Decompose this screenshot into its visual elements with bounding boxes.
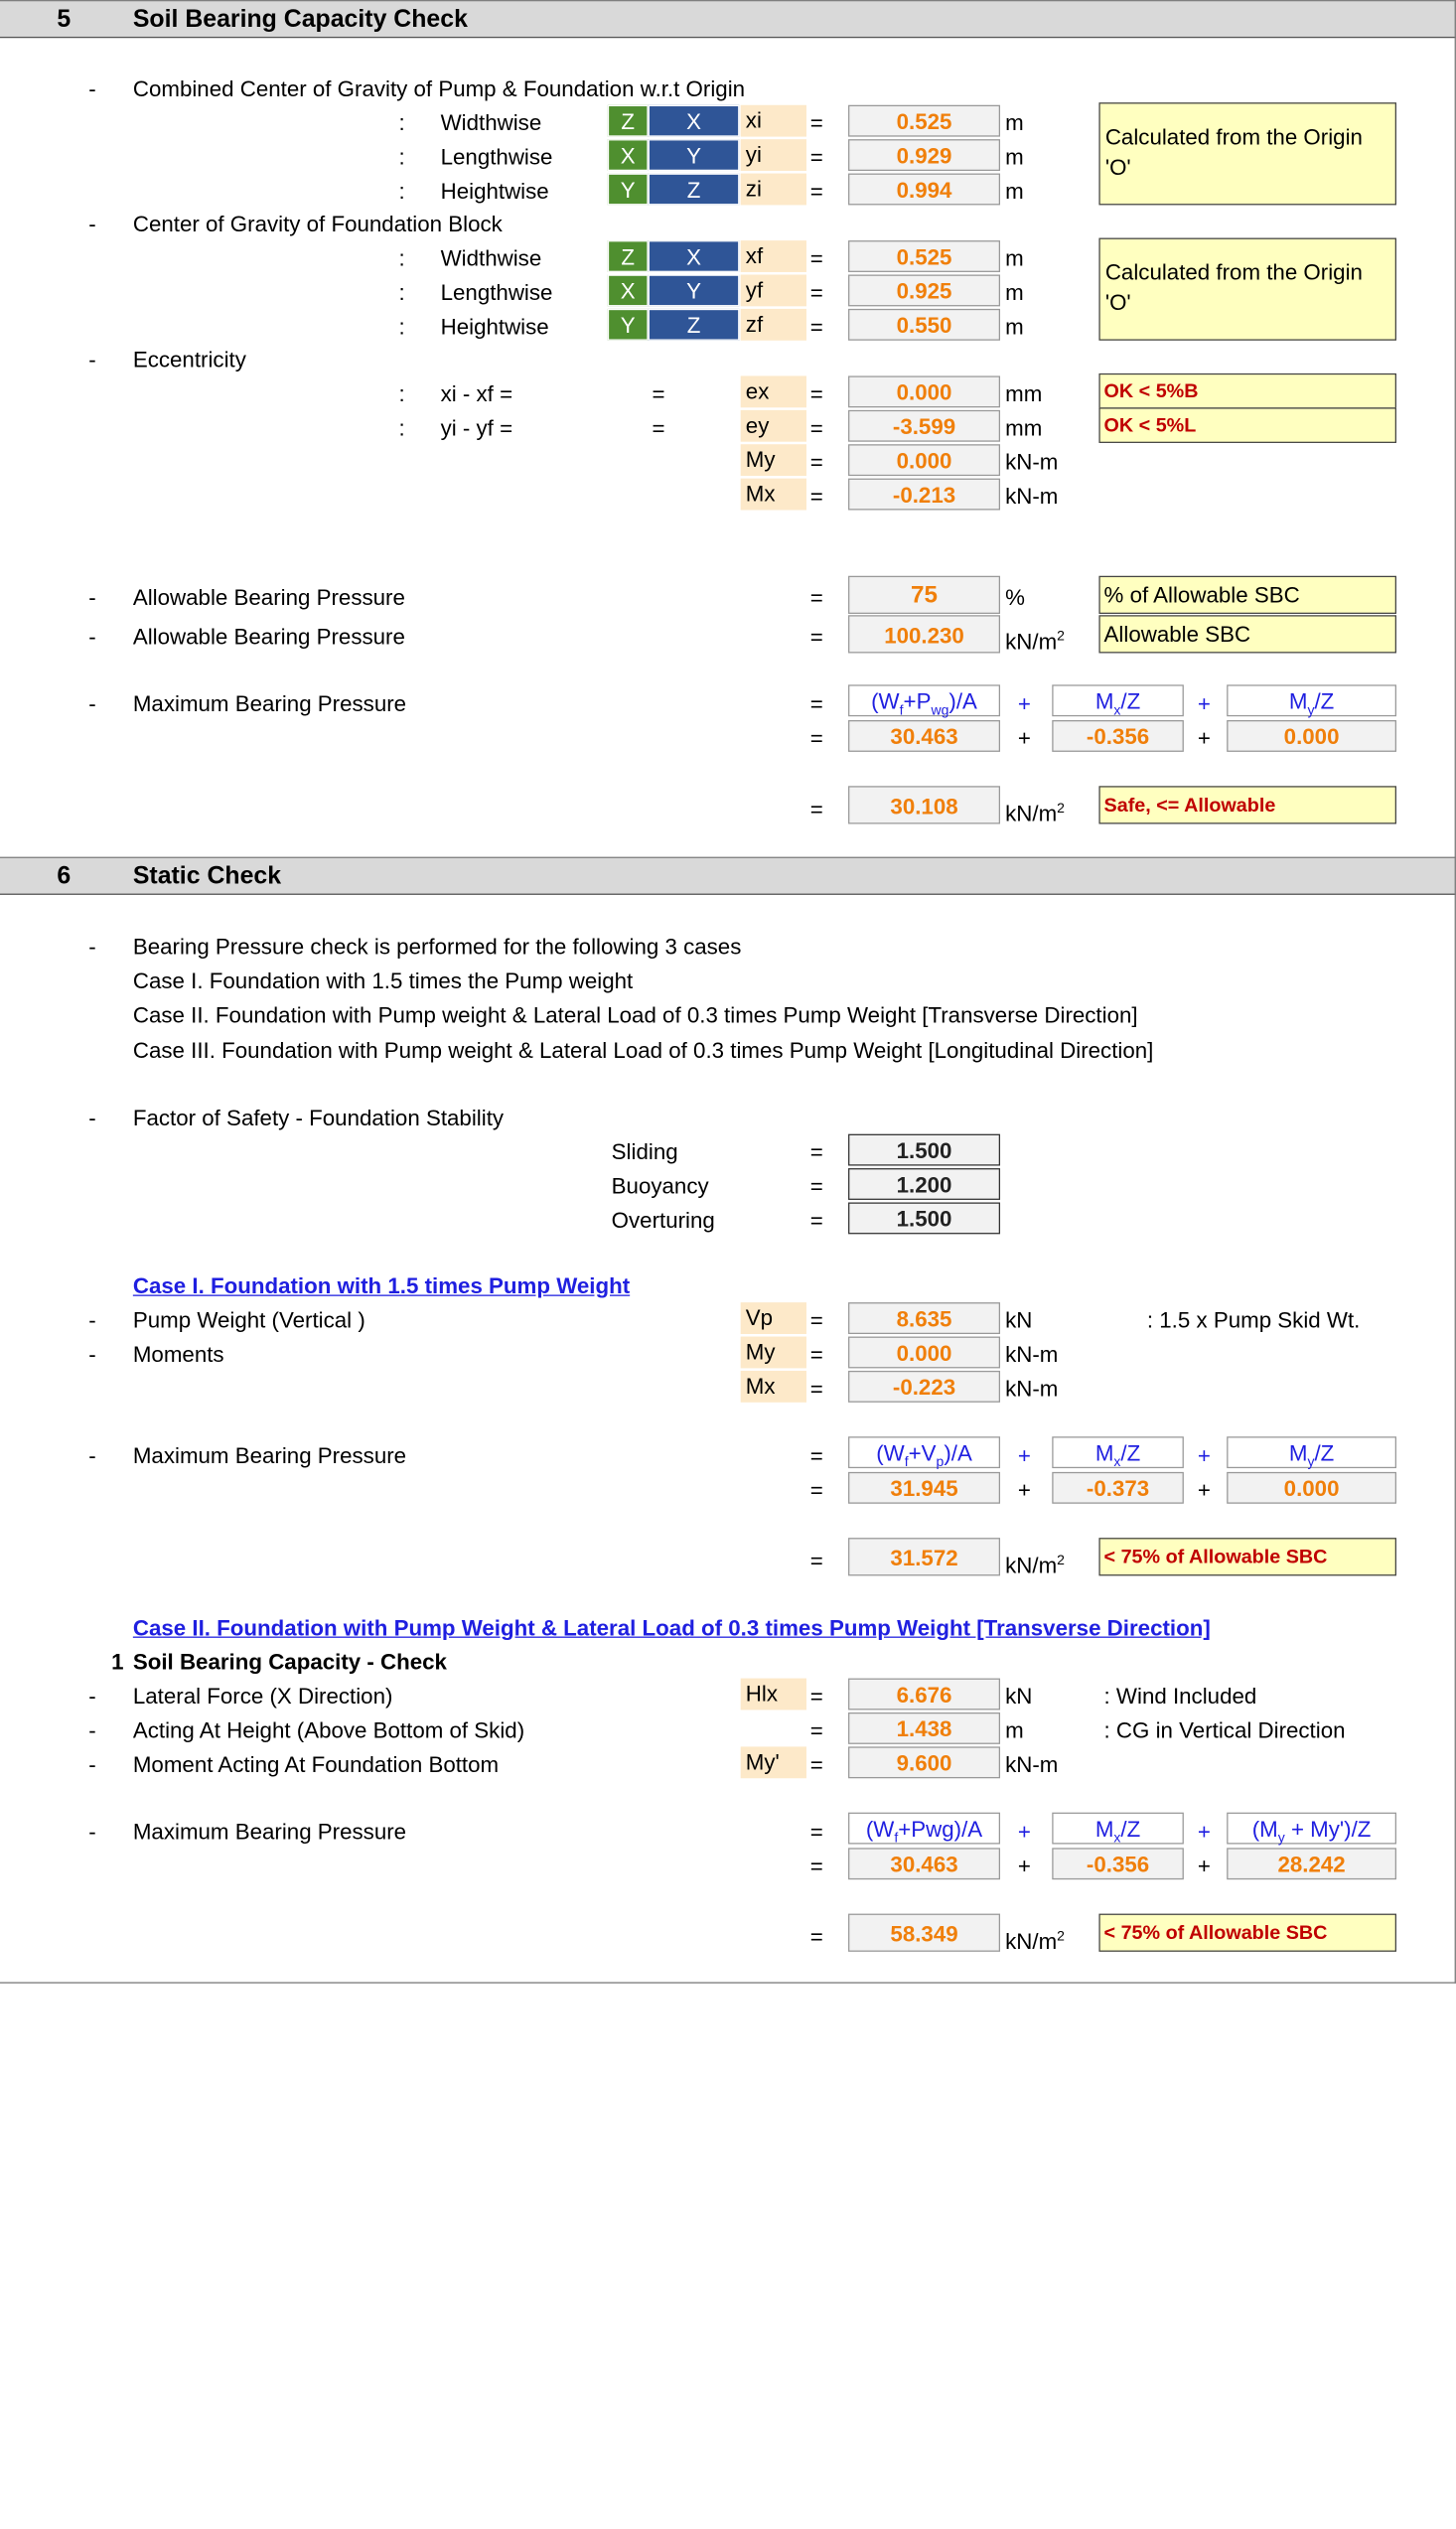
ex-status: OK < 5%B [1098, 373, 1396, 409]
equals: = [809, 1853, 823, 1878]
unit: kN-m [1005, 1341, 1059, 1368]
cgf-label: Widthwise [440, 245, 542, 271]
var-label: My [741, 444, 806, 476]
f-part: /Z [1120, 688, 1141, 714]
axis-blue: X [649, 240, 740, 272]
var-label: Vp [741, 1302, 806, 1334]
var-label: xf [741, 240, 806, 272]
f-sub: f [899, 702, 904, 719]
mbp-label: Maximum Bearing Pressure [132, 690, 407, 717]
value-cell: 0.525 [848, 240, 1000, 272]
equals: = [809, 1173, 823, 1199]
unit: mm [1005, 414, 1043, 441]
case1-title: Case I. Foundation with 1.5 times Pump Weight [132, 1272, 631, 1299]
cgf-label: Heightwise [440, 314, 549, 340]
axis-green: Z [608, 240, 649, 272]
unit: kN [1005, 1683, 1033, 1710]
f-part: )/A [944, 1440, 972, 1466]
f-part: + My')/Z [1284, 1816, 1372, 1842]
plus: + [1017, 690, 1031, 717]
f-sub: f [894, 1831, 899, 1847]
var-label: ey [741, 410, 806, 442]
f-sub: y [1277, 1831, 1285, 1847]
value-cell: 0.550 [848, 309, 1000, 341]
equals: = [809, 380, 823, 407]
axis-blue: Z [649, 174, 740, 206]
moments-label: Moments [132, 1341, 224, 1368]
unit [1005, 796, 1065, 825]
mbp-v3: 28.242 [1227, 1848, 1396, 1879]
abp-label: Allowable Bearing Pressure [132, 624, 405, 650]
axis-green: X [608, 275, 649, 307]
cg-label: Lengthwise [440, 144, 553, 170]
bullet: - [88, 75, 96, 101]
f-part: (W [876, 1440, 905, 1466]
formula-3 [1227, 1436, 1396, 1468]
intro-line-1: Bearing Pressure check is performed for the following 3 cases [132, 934, 742, 960]
section-number: 5 [57, 5, 72, 34]
my-value: 0.000 [848, 1337, 1000, 1369]
fos-value: 1.500 [848, 1202, 1000, 1234]
cg-title: Combined Center of Gravity of Pump & Foundation w.r.t Origin [132, 75, 746, 101]
value-cell: 0.994 [848, 174, 1000, 206]
f-sub: f [904, 1454, 909, 1470]
mx-value: -0.223 [848, 1371, 1000, 1403]
plus: + [1197, 1853, 1211, 1878]
f-part: M [1094, 688, 1114, 714]
equals: = [809, 624, 823, 650]
equals: = [809, 1207, 823, 1234]
f-sub: x [1113, 1454, 1121, 1470]
equals: = [809, 414, 823, 441]
intro-line-2: Case I. Foundation with 1.5 times the Pump weight [132, 967, 634, 994]
bullet: - [88, 347, 96, 372]
fos-value: 1.200 [848, 1168, 1000, 1200]
axis-blue: Z [649, 309, 740, 341]
equals: = [809, 449, 823, 475]
ah-note: : CG in Vertical Direction [1103, 1717, 1346, 1743]
pw-value: 8.635 [848, 1302, 1000, 1334]
var-label: xi [741, 105, 806, 137]
bullet: - [88, 624, 96, 650]
fos-title: Factor of Safety - Foundation Stability [132, 1105, 505, 1130]
equals: = [809, 483, 823, 510]
unit: m [1005, 178, 1024, 205]
mf-label: Moment Acting At Foundation Bottom [132, 1751, 500, 1777]
mbp-v2: -0.356 [1052, 1848, 1184, 1879]
pw-label: Pump Weight (Vertical ) [132, 1307, 365, 1333]
var-label: My' [741, 1746, 806, 1778]
equals: = [809, 109, 823, 136]
equals: = [809, 1476, 823, 1503]
equals: = [809, 725, 823, 751]
abp-pct-note: % of Allowable SBC [1098, 576, 1396, 614]
colon: : [398, 414, 405, 441]
bullet: - [88, 1819, 96, 1845]
abp-label: Allowable Bearing Pressure [132, 584, 405, 611]
equals: = [809, 796, 823, 821]
bullet: - [88, 1751, 96, 1777]
unit: kN-m [1005, 1751, 1059, 1777]
abp-val-note: Allowable SBC [1098, 615, 1396, 653]
fos-label: Sliding [611, 1138, 678, 1165]
equals: = [652, 414, 665, 441]
cgf-note: Calculated from the Origin 'O' [1098, 238, 1396, 341]
var-label: ex [741, 375, 806, 407]
fos-label: Overturing [611, 1207, 715, 1234]
bullet: - [88, 584, 96, 611]
formula-3 [1227, 1813, 1396, 1845]
mbp-total: 30.108 [848, 786, 1000, 823]
f-part: M [1094, 1440, 1114, 1466]
equals: = [809, 144, 823, 170]
unit [1005, 624, 1065, 654]
mbp-status: Safe, <= Allowable [1098, 786, 1396, 823]
colon: : [398, 178, 405, 205]
equals: = [809, 1683, 823, 1710]
unit: kN [1005, 1307, 1033, 1333]
var-label: Hlx [741, 1679, 806, 1711]
unit: m [1005, 279, 1024, 306]
unit-text: kN/m [1005, 1928, 1058, 1955]
equals: = [809, 1442, 823, 1469]
section-title: Static Check [132, 861, 282, 890]
section-6-header [0, 857, 1456, 895]
unit: mm [1005, 380, 1043, 407]
equals: = [652, 380, 665, 407]
f-sub: y [1307, 1454, 1315, 1470]
colon: : [398, 279, 405, 306]
colon: : [398, 245, 405, 271]
plus: + [1017, 1476, 1031, 1503]
ey-value: -3.599 [848, 410, 1000, 442]
equals: = [809, 1376, 823, 1402]
plus: + [1197, 1476, 1211, 1503]
f-part: (M [1251, 1816, 1278, 1842]
lf-note: : Wind Included [1103, 1683, 1257, 1710]
formula-2 [1052, 1436, 1184, 1468]
f-part: M [1094, 1816, 1114, 1842]
formula-3 [1227, 684, 1396, 719]
mbp-v3: 0.000 [1227, 1472, 1396, 1504]
mf-value: 9.600 [848, 1746, 1000, 1778]
plus: + [1197, 690, 1211, 717]
var-label: zf [741, 309, 806, 341]
f-part: M [1288, 688, 1308, 714]
equals: = [809, 1717, 823, 1743]
sub-title: Soil Bearing Capacity - Check [132, 1649, 447, 1675]
unit-text: kN/m [1005, 629, 1058, 655]
unit-sup: 2 [1057, 801, 1065, 817]
f-part: (W [865, 1816, 895, 1842]
lf-value: 6.676 [848, 1679, 1000, 1711]
unit: kN-m [1005, 483, 1059, 510]
axis-green: X [608, 139, 649, 171]
bullet: - [88, 1442, 96, 1469]
bullet: - [88, 934, 96, 960]
mbp-v1: 30.463 [848, 1848, 1000, 1879]
equals: = [809, 1138, 823, 1165]
mbp-status: < 75% of Allowable SBC [1098, 1538, 1396, 1575]
formula-1 [848, 684, 1000, 719]
plus: + [1017, 725, 1031, 751]
formula-1 [848, 1436, 1000, 1468]
colon: : [398, 380, 405, 407]
axis-green: Z [608, 105, 649, 137]
axis-blue: Y [649, 275, 740, 307]
var-label: zi [741, 174, 806, 206]
equals: = [809, 279, 823, 306]
formula-1 [848, 1813, 1000, 1845]
plus: + [1017, 1853, 1031, 1878]
mbp-v3: 0.000 [1227, 720, 1396, 752]
unit-sup: 2 [1057, 629, 1065, 645]
f-sub: x [1113, 702, 1121, 719]
axis-green: Y [608, 309, 649, 341]
unit-sup: 2 [1057, 1928, 1065, 1945]
ah-label: Acting At Height (Above Bottom of Skid) [132, 1717, 525, 1743]
equals: = [809, 1307, 823, 1333]
f-part: +P [903, 688, 932, 714]
var-label: yf [741, 275, 806, 307]
bullet: - [88, 1105, 96, 1130]
cgf-title: Center of Gravity of Foundation Block [132, 211, 503, 237]
unit-sup: 2 [1057, 1553, 1065, 1568]
cg-label: Widthwise [440, 109, 542, 136]
var-label: yi [741, 139, 806, 171]
bullet: - [88, 1717, 96, 1743]
unit: m [1005, 109, 1024, 136]
var-label: Mx [741, 479, 806, 511]
equals: = [809, 1819, 823, 1845]
plus: + [1197, 1819, 1211, 1845]
intro-line-4: Case III. Foundation with Pump weight & Lateral Load of 0.3 times Pump Weight [Longitudinal Direction] [132, 1037, 1154, 1064]
unit-text: kN/m [1005, 1553, 1058, 1578]
mbp-status: < 75% of Allowable SBC [1098, 1914, 1396, 1952]
equals: = [809, 1548, 823, 1573]
ey-expr: yi - yf = [440, 414, 513, 441]
mbp-v2: -0.373 [1052, 1472, 1184, 1504]
case2-title: Case II. Foundation with Pump Weight & Lateral Load of 0.3 times Pump Weight [Transverse Direction] [132, 1614, 1211, 1641]
my-value: 0.000 [848, 444, 1000, 476]
ex-value: 0.000 [848, 375, 1000, 407]
mbp-total: 31.572 [848, 1538, 1000, 1575]
f-part: /Z [1314, 688, 1335, 714]
formula-2 [1052, 1813, 1184, 1845]
fos-value: 1.500 [848, 1134, 1000, 1166]
axis-green: Y [608, 174, 649, 206]
f-sub: x [1113, 1831, 1121, 1847]
intro-line-3: Case II. Foundation with Pump weight & Lateral Load of 0.3 times Pump Weight [Transverse Direction] [132, 1002, 1138, 1028]
f-part: M [1288, 1440, 1308, 1466]
f-part: )/A [948, 688, 977, 714]
equals: = [809, 178, 823, 205]
var-label: Mx [741, 1371, 806, 1403]
unit: % [1005, 584, 1025, 611]
lf-label: Lateral Force (X Direction) [132, 1683, 393, 1710]
unit: m [1005, 245, 1024, 271]
abp-value: 100.230 [848, 615, 1000, 653]
pw-note: : 1.5 x Pump Skid Wt. [1146, 1307, 1361, 1333]
value-cell: 0.929 [848, 139, 1000, 171]
bullet: - [88, 1683, 96, 1710]
section-title: Soil Bearing Capacity Check [132, 5, 468, 34]
unit [1005, 1548, 1065, 1577]
cg-label: Heightwise [440, 178, 549, 205]
unit [1005, 1924, 1065, 1954]
f-part: +V [908, 1440, 937, 1466]
section-number: 6 [57, 861, 72, 890]
ah-value: 1.438 [848, 1712, 1000, 1744]
mbp-v1: 30.463 [848, 720, 1000, 752]
bullet: - [88, 211, 96, 237]
f-part: /Z [1120, 1440, 1141, 1466]
var-label: My [741, 1337, 806, 1369]
equals: = [809, 584, 823, 611]
bullet: - [88, 1341, 96, 1368]
equals: = [809, 1751, 823, 1777]
equals: = [809, 690, 823, 717]
value-cell: 0.925 [848, 275, 1000, 307]
f-part: +Pwg)/A [898, 1816, 983, 1842]
value-cell: 0.525 [848, 105, 1000, 137]
plus: + [1197, 725, 1211, 751]
equals: = [809, 1341, 823, 1368]
fos-label: Buoyancy [611, 1173, 709, 1199]
bottom-border [0, 1982, 1456, 1983]
mbp-v1: 31.945 [848, 1472, 1000, 1504]
section-5-header [0, 0, 1456, 38]
axis-blue: Y [649, 139, 740, 171]
f-sub: wg [931, 702, 949, 719]
cg-note: Calculated from the Origin 'O' [1098, 102, 1396, 205]
mbp-label: Maximum Bearing Pressure [132, 1442, 407, 1469]
ex-expr: xi - xf = [440, 380, 513, 407]
plus: + [1197, 1442, 1211, 1469]
mbp-total: 58.349 [848, 1914, 1000, 1952]
cgf-label: Lengthwise [440, 279, 553, 306]
mx-value: -0.213 [848, 479, 1000, 511]
bullet: - [88, 690, 96, 717]
f-part: (W [871, 688, 900, 714]
ey-status: OK < 5%L [1098, 407, 1396, 443]
unit: kN-m [1005, 449, 1059, 475]
bullet: - [88, 1307, 96, 1333]
unit: m [1005, 144, 1024, 170]
equals: = [809, 245, 823, 271]
unit: m [1005, 314, 1024, 340]
colon: : [398, 109, 405, 136]
plus: + [1017, 1819, 1031, 1845]
f-part: /Z [1314, 1440, 1335, 1466]
unit-text: kN/m [1005, 801, 1058, 826]
mbp-v2: -0.356 [1052, 720, 1184, 752]
equals: = [809, 314, 823, 340]
plus: + [1017, 1442, 1031, 1469]
equals: = [809, 1923, 823, 1950]
f-part: /Z [1120, 1816, 1141, 1842]
axis-blue: X [649, 105, 740, 137]
mbp-label: Maximum Bearing Pressure [132, 1819, 407, 1845]
unit: kN-m [1005, 1376, 1059, 1402]
colon: : [398, 144, 405, 170]
colon: : [398, 314, 405, 340]
unit: m [1005, 1717, 1024, 1743]
ecc-title: Eccentricity [132, 347, 246, 372]
sub-number: 1 [111, 1649, 124, 1675]
f-sub: y [1307, 702, 1315, 719]
f-sub: p [936, 1454, 945, 1470]
abp-pct: 75 [848, 576, 1000, 614]
formula-2 [1052, 684, 1184, 719]
